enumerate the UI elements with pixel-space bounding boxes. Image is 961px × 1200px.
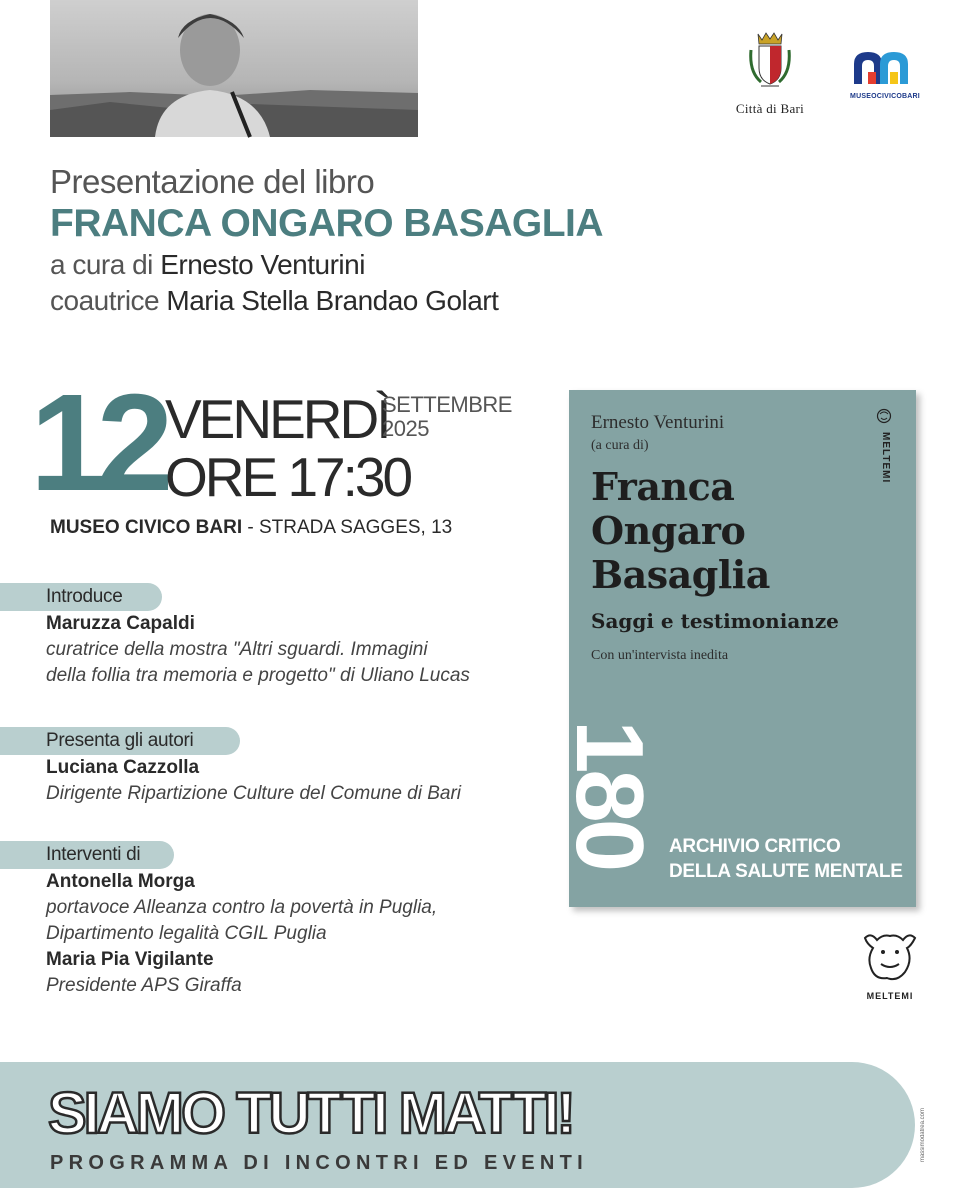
coat-of-arms-icon	[745, 30, 795, 92]
event-time: ORE 17:30	[165, 446, 411, 508]
year: 2025	[382, 416, 429, 441]
editor-prefix: a cura di	[50, 249, 153, 280]
book-cover	[556, 390, 916, 907]
speaker-role: Dirigente Ripartizione Culture del Comune di Bari	[46, 783, 462, 804]
credit-text: massimodatrea.com	[920, 1108, 926, 1163]
cover-title-line: Franca	[591, 464, 735, 509]
speaker-role: portavoce Alleanza contro la povertà in Puglia,	[46, 897, 438, 918]
speaker-role: della follia tra memoria e progetto" di Uliano Lucas	[46, 665, 470, 686]
museum-label: MUSEOCIVICOBARI	[850, 93, 920, 100]
event-heading	[50, 163, 603, 319]
cover-subtitle: Saggi e testimonianze	[591, 609, 839, 633]
speaker-name: Maruzza Capaldi	[46, 613, 195, 634]
cover-note: Con un'intervista inedita	[591, 648, 729, 663]
section-tab: Interventi di	[0, 841, 174, 869]
venue	[50, 517, 452, 539]
weekday: VENERDÌ	[165, 388, 389, 450]
meltemi-small-icon	[876, 408, 892, 424]
speaker-role: Dipartimento legalità CGIL Puglia	[46, 923, 327, 944]
header-photo	[50, 0, 418, 137]
venue-name: MUSEO CIVICO BARI	[50, 517, 243, 538]
museo-civico-bari-logo	[845, 48, 925, 100]
venue-address: - STRADA SAGGES, 13	[247, 517, 453, 538]
cover-title-line: Basaglia	[591, 552, 770, 597]
speaker-name: Antonella Morga	[46, 871, 195, 892]
speaker-name: Maria Pia Vigilante	[46, 949, 214, 970]
cover-author: Ernesto Venturini	[591, 412, 725, 433]
month-year	[382, 393, 512, 441]
book-title: FRANCA ONGARO BASAGLIA	[50, 202, 604, 245]
museum-icon	[850, 48, 920, 86]
portrait-photo	[50, 0, 418, 137]
banner-title: SIAMO TUTTI MATTI!	[48, 1081, 573, 1146]
cover-publisher: MELTEMI	[880, 432, 891, 484]
cover-title	[591, 465, 770, 597]
month: SETTEMBRE	[382, 392, 512, 417]
section-body	[0, 611, 470, 689]
series-line: DELLA SALUTE MENTALE	[669, 861, 903, 882]
bottom-banner	[0, 1062, 915, 1188]
cover-series	[669, 834, 903, 884]
section-interventi	[0, 841, 437, 999]
cover-cura: (a cura di)	[591, 438, 649, 453]
cover-title-line: Ongaro	[591, 508, 746, 553]
city-label: Città di Bari	[735, 101, 805, 116]
banner-subtitle: PROGRAMMA DI INCONTRI ED EVENTI	[50, 1152, 589, 1174]
section-tab: Introduce	[0, 583, 162, 611]
presentation-label: Presentazione del libro	[50, 163, 375, 200]
section-presenta	[0, 727, 461, 807]
speaker-role: curatrice della mostra "Altri sguardi. Immagini	[46, 639, 428, 660]
day-number: 12	[30, 366, 164, 520]
section-introduce	[0, 583, 470, 689]
editor-line	[50, 247, 603, 283]
speaker-role: Presidente APS Giraffa	[46, 975, 242, 996]
city-of-bari-logo	[720, 30, 820, 117]
meltemi-label: MELTEMI	[866, 991, 914, 1001]
series-number-180	[556, 720, 663, 910]
speaker-name: Luciana Cazzolla	[46, 757, 200, 778]
series-number: 180	[556, 720, 663, 869]
series-line: ARCHIVIO CRITICO	[669, 836, 841, 857]
meltemi-logo	[855, 930, 925, 1001]
meltemi-icon	[859, 930, 921, 984]
coauthor-prefix: coautrice	[50, 285, 160, 316]
coauthor-line	[50, 283, 603, 319]
section-tab: Presenta gli autori	[0, 727, 240, 755]
section-body	[0, 755, 461, 807]
coauthor-name: Maria Stella Brandao Golart	[166, 285, 499, 316]
editor-name: Ernesto Venturini	[160, 249, 365, 280]
section-body	[0, 869, 437, 999]
logos	[720, 30, 930, 130]
